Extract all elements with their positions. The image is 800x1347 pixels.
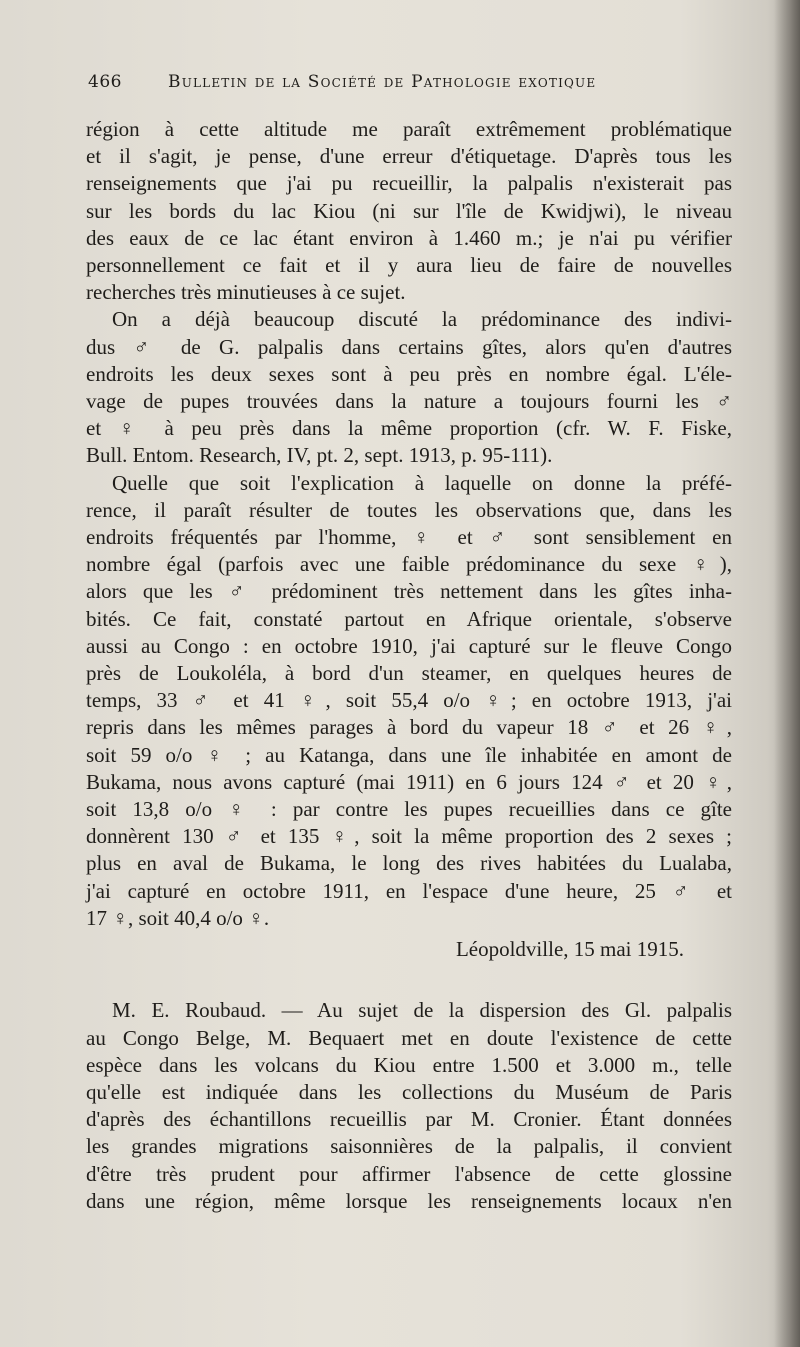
text-line: repris dans les mêmes parages à bord du vapeur 18 ♂ et 26 ♀,	[86, 715, 732, 740]
text-line: aussi au Congo : en octobre 1910, j'ai capturé sur le fleuve Congo	[86, 633, 732, 658]
text-line: dans une région, même lorsque les renseignements locaux n'en	[86, 1188, 732, 1213]
text-line: d'être très prudent pour affirmer l'absence de cette glossine	[86, 1161, 732, 1186]
text-line: près de Loukoléla, à bord d'un steamer, en quelques heures de	[86, 661, 732, 686]
paragraph-4	[86, 997, 732, 1215]
text-line: endroits les deux sexes sont à peu près en nombre égal. L'éle-	[86, 361, 732, 386]
text-line: personnellement ce fait et il y aura lieu de faire de nouvelles	[86, 253, 732, 278]
text-line: au Congo Belge, M. Bequaert met en doute l'existence de cette	[86, 1025, 732, 1050]
text-line: Bull. Entom. Research, IV, pt. 2, sept. 1913, p. 95-111).	[86, 443, 553, 468]
text-line: M. E. Roubaud. — Au sujet de la dispersion des Gl. palpalis	[112, 998, 732, 1023]
text-line: qu'elle est indiquée dans les collections du Muséum de Paris	[86, 1079, 732, 1104]
paragraph-1	[86, 116, 732, 306]
text-line: j'ai capturé en octobre 1911, en l'espace d'une heure, 25 ♂ et	[86, 878, 732, 903]
text-line: recherches très minutieuses à ce sujet.	[86, 280, 406, 305]
text-line: alors que les ♂ prédominent très nettement dans les gîtes inha-	[86, 579, 732, 604]
text-line: soit 13,8 o/o ♀ : par contre les pupes recueillies dans ce gîte	[86, 797, 732, 822]
text-line: rence, il paraît résulter de toutes les observations que, dans les	[86, 497, 732, 522]
text-line: renseignements que j'ai pu recueillir, la palpalis n'existerait pas	[86, 171, 732, 196]
paragraph-2	[86, 306, 732, 469]
text-line: des eaux de ce lac étant environ à 1.460 m.; je n'ai pu vérifier	[86, 225, 732, 250]
text-line: soit 59 o/o ♀ ; au Katanga, dans une île inhabitée en amont de	[86, 742, 732, 767]
text-line: espèce dans les volcans du Kiou entre 1.500 et 3.000 m., telle	[86, 1052, 732, 1077]
text-line: endroits fréquentés par l'homme, ♀ et ♂ sont sensiblement en	[86, 525, 732, 550]
text-line: sur les bords du lac Kiou (ni sur l'île de Kwidjwi), le niveau	[86, 198, 732, 223]
text-line: donnèrent 130 ♂ et 135 ♀, soit la même proportion des 2 sexes ;	[86, 824, 732, 849]
running-title: Bulletin de la Société de Pathologie exotique	[168, 72, 597, 92]
signature-date-line: Léopoldville, 15 mai 1915.	[455, 937, 684, 962]
text-line: 17 ♀, soit 40,4 o/o ♀.	[86, 905, 270, 930]
text-line: et ♀ à peu près dans la même proportion (cfr. W. F. Fiske,	[86, 416, 732, 441]
page-header	[88, 72, 748, 92]
book-spine-shadow	[774, 0, 800, 1347]
text-line: et il s'agit, je pense, d'une erreur d'étiquetage. D'après tous les	[86, 144, 732, 169]
text-line: temps, 33 ♂ et 41 ♀, soit 55,4 o/o ♀; en octobre 1913, j'ai	[86, 688, 732, 713]
text-line: bités. Ce fait, constaté partout en Afrique orientale, s'observe	[86, 606, 732, 631]
text-line: vage de pupes trouvées dans la nature a toujours fourni les ♂	[86, 389, 732, 414]
body-text	[86, 116, 732, 1215]
section-gap	[86, 963, 732, 997]
text-line: plus en aval de Bukama, le long des rives habitées du Lualaba,	[86, 851, 732, 876]
paragraph-3	[86, 470, 732, 932]
text-line: dus ♂ de G. palpalis dans certains gîtes, alors qu'en d'autres	[86, 334, 732, 359]
text-line: nombre égal (parfois avec une faible prédominance du sexe ♀),	[86, 552, 732, 577]
text-line: Quelle que soit l'explication à laquelle on donne la préfé-	[112, 470, 732, 495]
text-line: On a déjà beaucoup discuté la prédominance des indivi-	[112, 307, 732, 332]
text-line: les grandes migrations saisonnières de la palpalis, il convient	[86, 1134, 732, 1159]
page-number: 466	[88, 72, 122, 92]
text-line: d'après des échantillons recueillis par M. Cronier. Étant données	[86, 1107, 732, 1132]
text-line: région à cette altitude me paraît extrêmement problématique	[86, 117, 732, 141]
text-line: Bukama, nous avons capturé (mai 1911) en 6 jours 124 ♂ et 20 ♀,	[86, 769, 732, 794]
